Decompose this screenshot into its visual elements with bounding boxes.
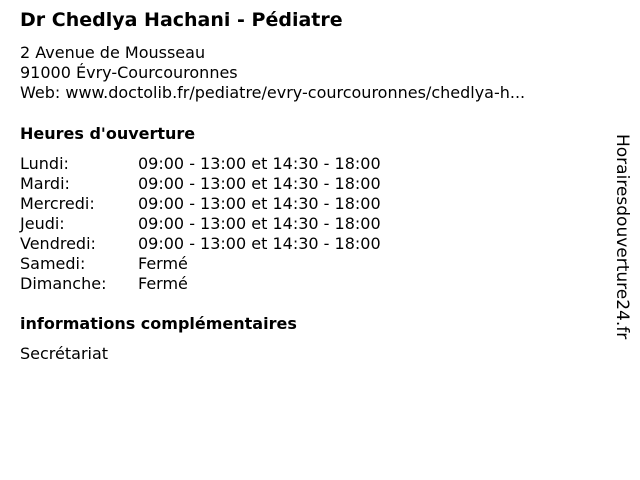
hours-time: 09:00 - 13:00 et 14:30 - 18:00 bbox=[138, 174, 381, 193]
hours-row-thursday bbox=[20, 214, 381, 234]
hours-day: Mardi: bbox=[20, 174, 70, 193]
page-title: Dr Chedlya Hachani - Pédiatre bbox=[20, 9, 343, 31]
address-city: 91000 Évry-Courcouronnes bbox=[20, 63, 238, 82]
hours-row-monday bbox=[20, 154, 381, 174]
website-link[interactable]: Web: www.doctolib.fr/pediatre/evry-courcouronnes/chedlya-h... bbox=[20, 83, 526, 102]
additional-info-heading: informations complémentaires bbox=[20, 314, 297, 333]
additional-info-text: Secrétariat bbox=[20, 344, 109, 363]
hours-day: Jeudi: bbox=[20, 214, 65, 233]
hours-time: Fermé bbox=[138, 254, 188, 273]
hours-time: 09:00 - 13:00 et 14:30 - 18:00 bbox=[138, 234, 381, 253]
hours-day: Vendredi: bbox=[20, 234, 96, 253]
hours-time: Fermé bbox=[138, 274, 188, 293]
hours-row-friday bbox=[20, 234, 381, 254]
opening-hours-list bbox=[20, 154, 381, 294]
hours-time: 09:00 - 13:00 et 14:30 - 18:00 bbox=[138, 194, 381, 213]
hours-day: Dimanche: bbox=[20, 274, 107, 293]
address-block bbox=[20, 43, 525, 103]
hours-row-tuesday bbox=[20, 174, 381, 194]
opening-hours-heading: Heures d'ouverture bbox=[20, 124, 196, 143]
hours-day: Lundi: bbox=[20, 154, 69, 173]
address-street: 2 Avenue de Mousseau bbox=[20, 43, 206, 62]
site-watermark bbox=[612, 134, 636, 344]
hours-row-saturday bbox=[20, 254, 381, 274]
hours-time: 09:00 - 13:00 et 14:30 - 18:00 bbox=[138, 154, 381, 173]
watermark-text: Horairesdouverture24.fr bbox=[612, 134, 632, 340]
hours-day: Samedi: bbox=[20, 254, 86, 273]
hours-row-sunday bbox=[20, 274, 381, 294]
hours-time: 09:00 - 13:00 et 14:30 - 18:00 bbox=[138, 214, 381, 233]
hours-day: Mercredi: bbox=[20, 194, 95, 213]
hours-row-wednesday bbox=[20, 194, 381, 214]
